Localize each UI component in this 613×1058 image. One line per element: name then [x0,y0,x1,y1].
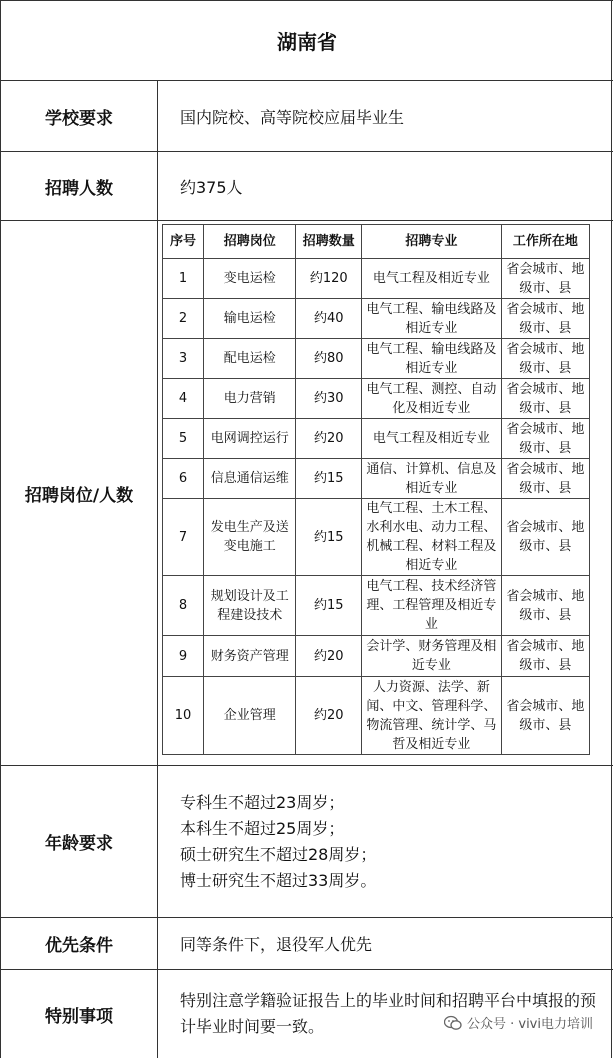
row-num: 约30 [296,379,362,419]
count-label: 招聘人数 [1,152,158,220]
age-line: 硕士研究生不超过28周岁； [180,844,377,864]
count-row [1,151,613,220]
row-major: 电气工程、输电线路及相近专业 [362,299,502,339]
table-row [163,499,590,576]
watermark-text: 公众号 · vivi电力培训 [466,1017,593,1032]
table-row [163,339,590,379]
header-num: 招聘数量 [296,225,362,259]
row-loc: 省会城市、地级市、县 [501,499,589,576]
school-label: 学校要求 [1,81,158,151]
wechat-icon [444,1015,462,1031]
table-row [163,677,590,755]
row-post: 配电运检 [204,339,296,379]
age-label: 年龄要求 [1,766,158,917]
header-no: 序号 [163,225,204,259]
row-no: 2 [163,299,204,339]
row-post: 发电生产及送变电施工 [204,499,296,576]
header-post: 招聘岗位 [204,225,296,259]
table-row [163,576,590,636]
row-major: 电气工程、测控、自动化及相近专业 [362,379,502,419]
row-num: 约20 [296,677,362,755]
row-loc: 省会城市、地级市、县 [501,379,589,419]
table-row [163,299,590,339]
row-loc: 省会城市、地级市、县 [501,299,589,339]
row-no: 8 [163,576,204,636]
row-major: 电气工程及相近专业 [362,419,502,459]
row-num: 约40 [296,299,362,339]
row-no: 1 [163,259,204,299]
age-line: 专科生不超过23周岁； [180,792,345,812]
row-no: 7 [163,499,204,576]
row-loc: 省会城市、地级市、县 [501,459,589,499]
row-num: 约20 [296,419,362,459]
age-line: 本科生不超过25周岁； [180,818,345,838]
count-value: 约375人 [180,177,243,197]
table-row [163,259,590,299]
row-major: 会计学、财务管理及相近专业 [362,636,502,677]
row-no: 9 [163,636,204,677]
age-row [1,765,613,917]
row-no: 5 [163,419,204,459]
school-row [1,80,613,151]
positions-label: 招聘岗位/人数 [1,221,158,765]
table-row [163,379,590,419]
row-post: 变电运检 [204,259,296,299]
table-row [163,636,590,677]
priority-value: 同等条件下，退役军人优先 [180,935,373,954]
table-row [163,419,590,459]
row-major: 电气工程、输电线路及相近专业 [362,339,502,379]
age-value [158,766,613,917]
header-major: 招聘专业 [362,225,502,259]
special-value: 特别注意学籍验证报告上的毕业时间和招聘平台中填报的预计毕业时间要一致。 [180,991,597,1036]
row-major: 人力资源、法学、新闻、中文、管理科学、物流管理、统计学、马哲及相近专业 [362,677,502,755]
row-num: 约15 [296,499,362,576]
row-loc: 省会城市、地级市、县 [501,677,589,755]
row-post: 电网调控运行 [204,419,296,459]
row-num: 约15 [296,459,362,499]
special-label: 特别事项 [1,970,158,1058]
row-loc: 省会城市、地级市、县 [501,636,589,677]
age-line: 博士研究生不超过33周岁。 [180,870,377,890]
positions-table [162,224,590,755]
row-no: 10 [163,677,204,755]
row-major: 电气工程、土木工程、水利水电、动力工程、机械工程、材料工程及相近专业 [362,499,502,576]
school-value: 国内院校、高等院校应届毕业生 [180,107,405,127]
row-loc: 省会城市、地级市、县 [501,259,589,299]
row-no: 4 [163,379,204,419]
table-row [163,459,590,499]
row-major: 电气工程、技术经济管理、工程管理及相近专业 [362,576,502,636]
watermark [440,1013,597,1032]
row-major: 电气工程及相近专业 [362,259,502,299]
row-post: 财务资产管理 [204,636,296,677]
row-loc: 省会城市、地级市、县 [501,576,589,636]
row-num: 约15 [296,576,362,636]
page-title: 湖南省 [1,0,613,80]
row-num: 约20 [296,636,362,677]
row-no: 3 [163,339,204,379]
row-post: 信息通信运维 [204,459,296,499]
row-post: 电力营销 [204,379,296,419]
row-loc: 省会城市、地级市、县 [501,419,589,459]
row-no: 6 [163,459,204,499]
table-header-row [163,225,590,259]
row-post: 输电运检 [204,299,296,339]
row-num: 约80 [296,339,362,379]
priority-row [1,917,613,969]
header-loc: 工作所在地 [501,225,589,259]
row-num: 约120 [296,259,362,299]
priority-label: 优先条件 [1,918,158,969]
row-major: 通信、计算机、信息及相近专业 [362,459,502,499]
row-loc: 省会城市、地级市、县 [501,339,589,379]
row-post: 规划设计及工程建设技术 [204,576,296,636]
row-post: 企业管理 [204,677,296,755]
